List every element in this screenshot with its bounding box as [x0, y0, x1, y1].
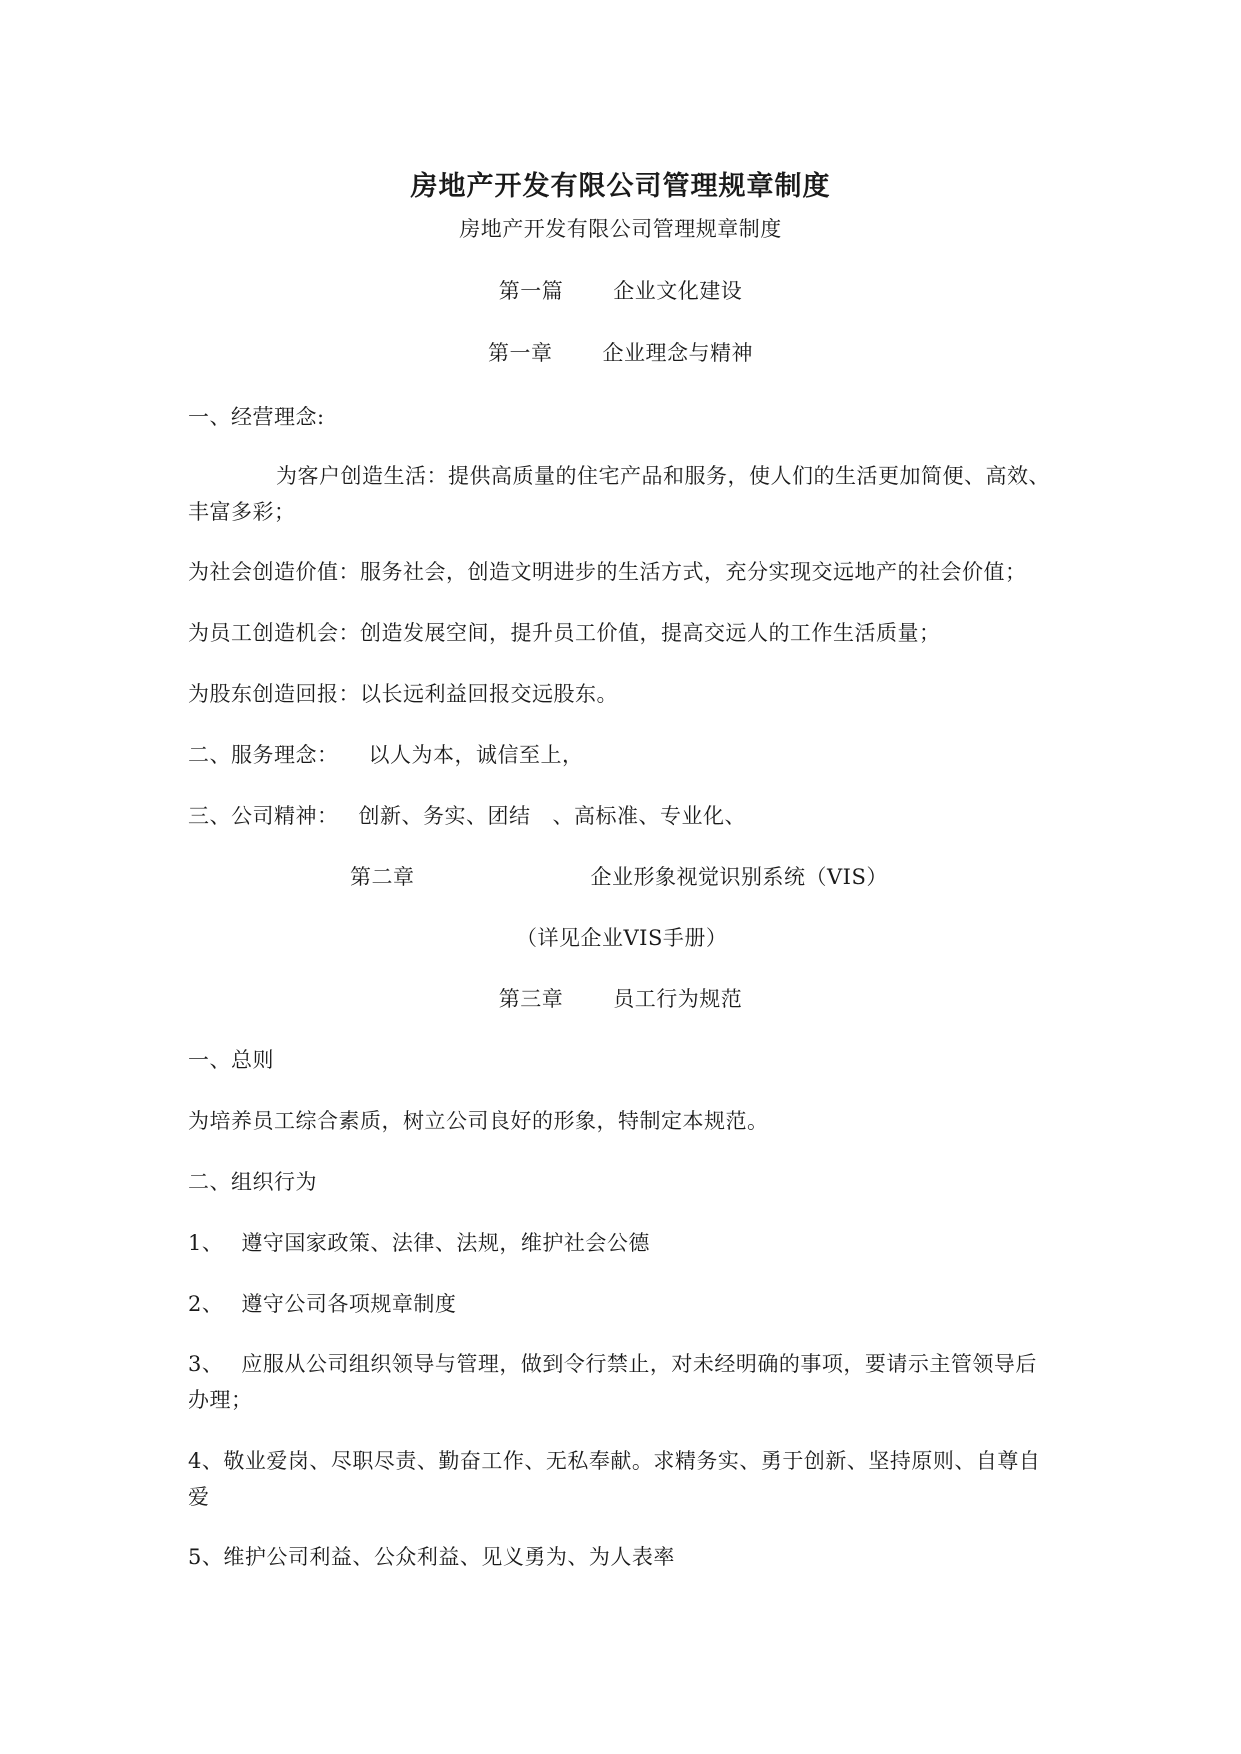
paragraph: 为股东创造回报：以长远利益回报交远股东。 — [188, 682, 618, 706]
chapter-name: 企业理念与精神 — [602, 341, 753, 365]
list-item — [188, 1287, 456, 1321]
list-item-number: 3、 — [188, 1352, 224, 1376]
list-item-number: 4、 — [188, 1449, 224, 1473]
chapter-label: 第三章 — [498, 987, 564, 1011]
list-item — [188, 1226, 650, 1260]
part-name: 企业文化建设 — [613, 279, 743, 303]
list-item-text: 应服从公司组织领导与管理，做到令行禁止，对未经明确的事项，要请示主管领导后办理； — [188, 1352, 1037, 1412]
chapter-heading — [0, 336, 1241, 370]
section-text: 、高标准、专业化、 — [552, 804, 746, 828]
chapter-heading — [350, 860, 888, 894]
list-item — [188, 1443, 1056, 1515]
document-title: 房地产开发有限公司管理规章制度 — [410, 171, 831, 202]
section-label: 二、服务理念： — [188, 743, 339, 767]
document-subtitle: 房地产开发有限公司管理规章制度 — [459, 217, 782, 241]
list-item-number: 1、 — [188, 1231, 224, 1255]
chapter-name: 企业形象视觉识别系统（VIS） — [590, 865, 888, 889]
paragraph: 为客户创造生活：提供高质量的住宅产品和服务，使人们的生活更加简便、高效、丰富多彩； — [188, 464, 1050, 524]
section-heading — [188, 799, 746, 833]
list-item-text: 遵守国家政策、法律、法规，维护社会公德 — [241, 1231, 650, 1255]
list-item — [188, 1346, 1056, 1418]
section-heading: 一、总则 — [188, 1048, 274, 1072]
vis-note: （详见企业VIS手册） — [516, 926, 728, 950]
paragraph: 为社会创造价值：服务社会，创造文明进步的生活方式，充分实现交远地产的社会价值； — [188, 560, 1027, 584]
part-heading — [0, 274, 1241, 308]
list-item — [188, 1540, 675, 1574]
list-item-text: 遵守公司各项规章制度 — [241, 1292, 457, 1316]
paragraph: 为培养员工综合素质，树立公司良好的形象，特制定本规范。 — [188, 1109, 769, 1133]
list-item-number: 2、 — [188, 1292, 224, 1316]
section-heading — [188, 738, 584, 772]
part-label: 第一篇 — [498, 279, 564, 303]
list-item-text: 维护公司利益、公众利益、见义勇为、为人表率 — [223, 1545, 675, 1569]
section-label: 三、公司精神： — [188, 804, 339, 828]
chapter-label: 第二章 — [350, 865, 415, 889]
paragraph: 为员工创造机会：创造发展空间，提升员工价值，提高交远人的工作生活质量； — [188, 621, 941, 645]
chapter-heading — [0, 982, 1241, 1016]
list-item-text: 敬业爱岗、尽职尽责、勤奋工作、无私奉献。求精务实、勇于创新、坚持原则、自尊自爱 — [188, 1449, 1041, 1509]
chapter-label: 第一章 — [488, 341, 553, 365]
section-heading: 二、组织行为 — [188, 1170, 317, 1194]
section-text: 以人为本，诚信至上， — [368, 743, 584, 767]
section-text: 创新、务实、团结 — [358, 804, 531, 828]
list-item-number: 5、 — [188, 1545, 224, 1569]
section-heading: 一、经营理念: — [188, 405, 325, 429]
chapter-name: 员工行为规范 — [613, 987, 743, 1011]
